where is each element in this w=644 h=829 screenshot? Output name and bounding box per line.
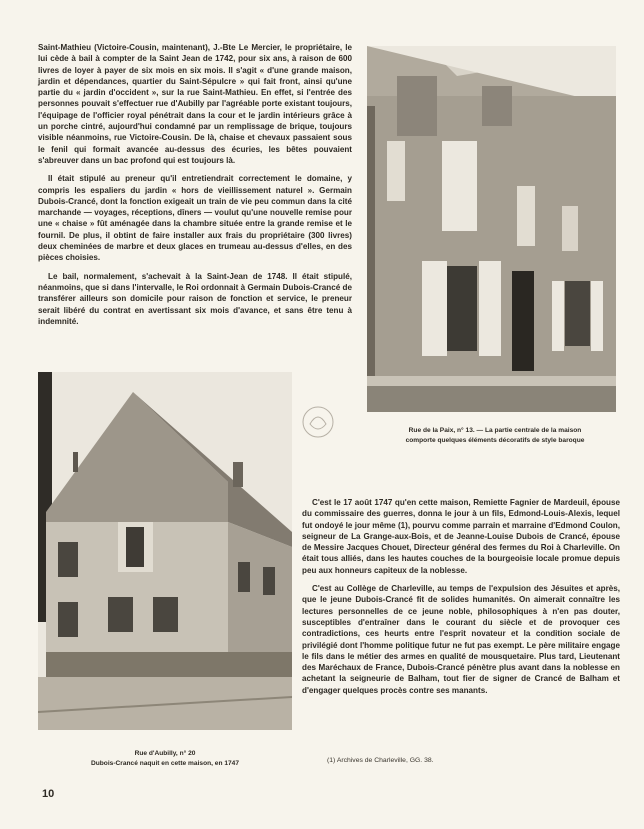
footnote: (1) Archives de Charleville, GG. 38. — [327, 757, 434, 764]
paragraph-left-3: Le bail, normalement, s'achevait à la Saint-Jean de 1748. Il était stipulé, néanmoins, que si dans l'intervalle, le Roi ordonnait à Germain Dubois-Crancé de transférer ailleurs son domicile pour raison de fonction et service, le preneur serait libéré du contrat en avertissant six mois d'avance, et sans être tenu à indemnité. — [38, 271, 352, 326]
paragraph-right-2: C'est au Collège de Charleville, au temps de l'expulsion des Jésuites et après, que le jeune Dubois-Crancé fit de solides humanités. On aimerait connaître les lectures personnelles de ce jeune noble, philosophiques à n'en pas douter, susceptibles d'entraîner dans le courant du siècle et de provoquer ces contradictions, ces heurts entre l'esprit novateur et la condition sociale de privilégié dont l'homme politique futur ne fut pas exempt. Le père militaire engage le fils dans le métier des armes en qualité de mousquetaire. Plus tard, Lieutenant des Maréchaux de France, Dubois-Crancé pénètre plus avant dans la noblesse en achetant la seigneurie de Balham, tout fier de signer de Crancé de Balham et d'engager quelques procès contre ses manants. — [302, 584, 620, 695]
photo-rue-d-aubilly — [38, 372, 292, 730]
text-column-right — [302, 497, 620, 703]
caption-bottom-line-1: Rue d'Aubilly, n° 20 — [134, 750, 196, 757]
photo-rue-de-la-paix — [367, 46, 616, 412]
library-stamp-icon — [300, 404, 336, 440]
paragraph-right-1: C'est le 17 août 1747 qu'en cette maison, Remiette Fagnier de Mardeuil, épouse du commissaire des guerres, donna le jour à un fils, Edmond-Louis-Alexis, lequel fut ondoyé le jour même (1), pourvu comme parrain et marraine d'Edmond Coulon, seigneur de La Grange-aux-Bois, et de Jeanne-Louise Dubois de Crancé, épouse de Messire Jacques Chouet, Directeur général des fermes du Roi à Charleville. On était tous alliés, dans les hautes couches de la bourgeoisie locale promue depuis peu aux honneurs capiteux de la noblesse. — [302, 498, 620, 575]
caption-bottom-line-2: Dubois-Crancé naquit en cette maison, en 1747 — [90, 759, 240, 767]
text-column-left — [38, 42, 352, 334]
caption-top-line-2: comporte quelques éléments décoratifs de style baroque — [405, 436, 585, 444]
page-number: 10 — [42, 788, 55, 800]
caption-top — [372, 426, 618, 445]
paragraph-left-2: Il était stipulé au preneur qu'il entretiendrait correctement le domaine, y compris les espaliers du jardin « hors de vieillissement naturel ». Germain Dubois-Crancé, dont la fonction exigeait un train de vie peu commun dans la cité marchande — voyages, réceptions, dîners — voulut qu'une nouvelle remise pour une « chaise » fût aménagée dans la chambre située entre la grande remise et le fournil. De plus, il obtint de faire installer aux frais du propriétaire (300 livres) deux cheminées de marbre et deux glaces en trumeau au-dessus d'elles, en des pièces choisies. — [38, 174, 352, 263]
paragraph-left-1: Saint-Mathieu (Victoire-Cousin, maintenant), J.-Bte Le Mercier, le propriétaire, le lui cède à bail à compter de la Saint Jean de 1742, pour six ans, à raison de 600 livres de loyer à payer de six mois en six mois. Il s'agit « d'une grande maison, jardin et dépendances, quartier du Saint-Sépulcre » qui fait front, ainsi qu'une partie du « jardin d'occident », sur la rue Saint-Mathieu. En effet, si l'entrée des personnes pouvait s'effectuer rue d'Aubilly par l'agréable porte existant toujours, l'équipage de l'officier royal pénétrait dans la cour et le jardin intérieurs grâce à un porche cintré, aujourd'hui condamné par un remplissage de brique, toujours visible néanmoins, rue Victoire-Cousin. De là, chaise et chevaux passaient sous le fenil qui formait avancée au-dessus des écuries, les bêtes pouvaient s'abreuver dans un bac profond qui est toujours là. — [38, 43, 352, 165]
caption-bottom — [38, 749, 292, 768]
building-facade-illustration — [367, 46, 616, 412]
caption-top-line-1: Rue de la Paix, n° 13. — La partie centrale de la maison — [408, 427, 582, 434]
corner-house-illustration — [38, 372, 292, 730]
